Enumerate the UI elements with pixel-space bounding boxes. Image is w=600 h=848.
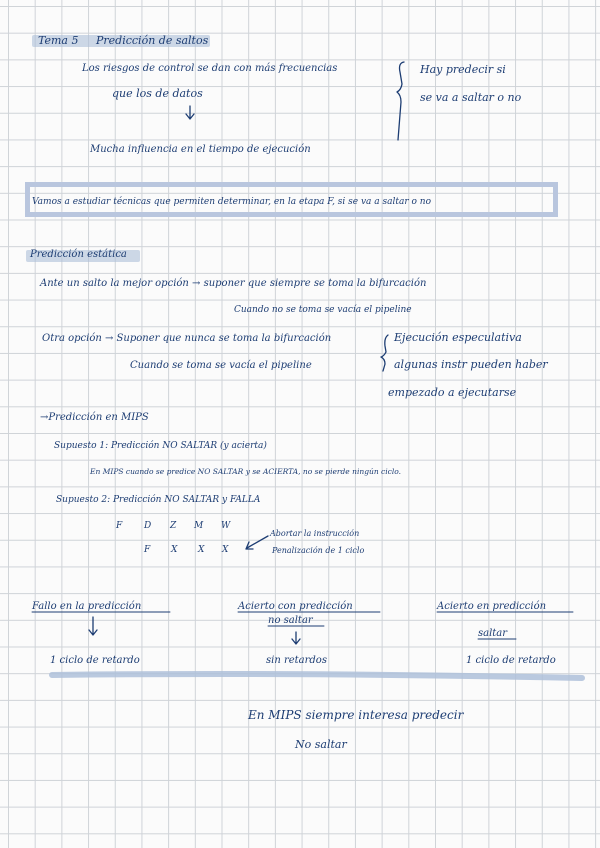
stage-x3: X [222, 545, 229, 555]
static-line4: Cuando se toma se vacía el pipeline [130, 360, 312, 371]
stage-d: D [144, 521, 152, 531]
static-line2: Cuando no se toma se vacía el pipeline [234, 305, 412, 315]
mips-sup2: Supuesto 2: Predicción NO SALTAR y FALLA [56, 495, 261, 505]
outcome-nojump-heading: Acierto con predicción [238, 601, 353, 612]
mips-sup1-note: En MIPS cuando se predice NO SALTAR y se ACIERTA, no se pierde ningún ciclo. [90, 467, 402, 476]
intro-line2: que los de datos [112, 87, 203, 100]
down-arrow-icon [186, 106, 194, 119]
stage-m: M [194, 521, 204, 531]
outcome-jump-result: 1 ciclo de retardo [466, 655, 556, 666]
stage-w: W [221, 521, 231, 531]
outcome-nojump-sub: no saltar [268, 615, 313, 626]
outcome-jump-heading: Acierto en predicción [437, 601, 547, 612]
mips-heading: →Predicción en MIPS [40, 412, 149, 423]
brace-icon [381, 335, 388, 371]
highlighter-stroke [52, 674, 582, 678]
boxed-note: Vamos a estudiar técnicas que permiten determinar, en la etapa F, si se va a saltar o no [32, 197, 432, 207]
pointer-arrow-icon [246, 536, 268, 549]
down-arrow-icon [292, 632, 300, 644]
stage-x2: X [198, 545, 205, 555]
outcome-nojump-result: sin retardos [266, 655, 327, 666]
mips-sup1: Supuesto 1: Predicción NO SALTAR (y acierta) [54, 441, 267, 451]
static-heading: Predicción estática [30, 249, 127, 260]
conclusion-line1: En MIPS siempre interesa predecir [248, 708, 464, 722]
abort-line1: Abortar la instrucción [270, 529, 360, 538]
static-side1: Ejecución especulativa [394, 331, 522, 344]
outcome-jump-sub: saltar [478, 628, 508, 639]
static-side2: algunas instr pueden haber [394, 358, 548, 371]
stage-f2: F [144, 545, 151, 555]
intro-side2: se va a saltar o no [420, 91, 522, 104]
abort-line2: Penalización de 1 ciclo [272, 546, 365, 555]
intro-line1: Los riesgos de control se dan con más frecuencias [82, 63, 338, 74]
stage-z: Z [170, 521, 177, 531]
stage-f1: F [116, 521, 123, 531]
brace-icon [397, 62, 404, 140]
down-arrow-icon [89, 617, 97, 635]
stage-x1: X [171, 545, 178, 555]
title-topic: Predicción de saltos [96, 34, 209, 47]
intro-side1: Hay predecir si [420, 63, 506, 76]
conclusion-line2: No saltar [295, 738, 347, 751]
static-line3: Otra opción → Suponer que nunca se toma la bifurcación [42, 333, 332, 344]
outcome-fail-heading: Fallo en la predicción [32, 601, 142, 612]
outcome-fail-result: 1 ciclo de retardo [50, 655, 140, 666]
static-line1: Ante un salto la mejor opción → suponer que siempre se toma la bifurcación [40, 278, 427, 289]
static-side3: empezado a ejecutarse [388, 386, 517, 399]
intro-line3: Mucha influencia en el tiempo de ejecución [90, 144, 311, 155]
title-tema: Tema 5 [38, 34, 79, 47]
